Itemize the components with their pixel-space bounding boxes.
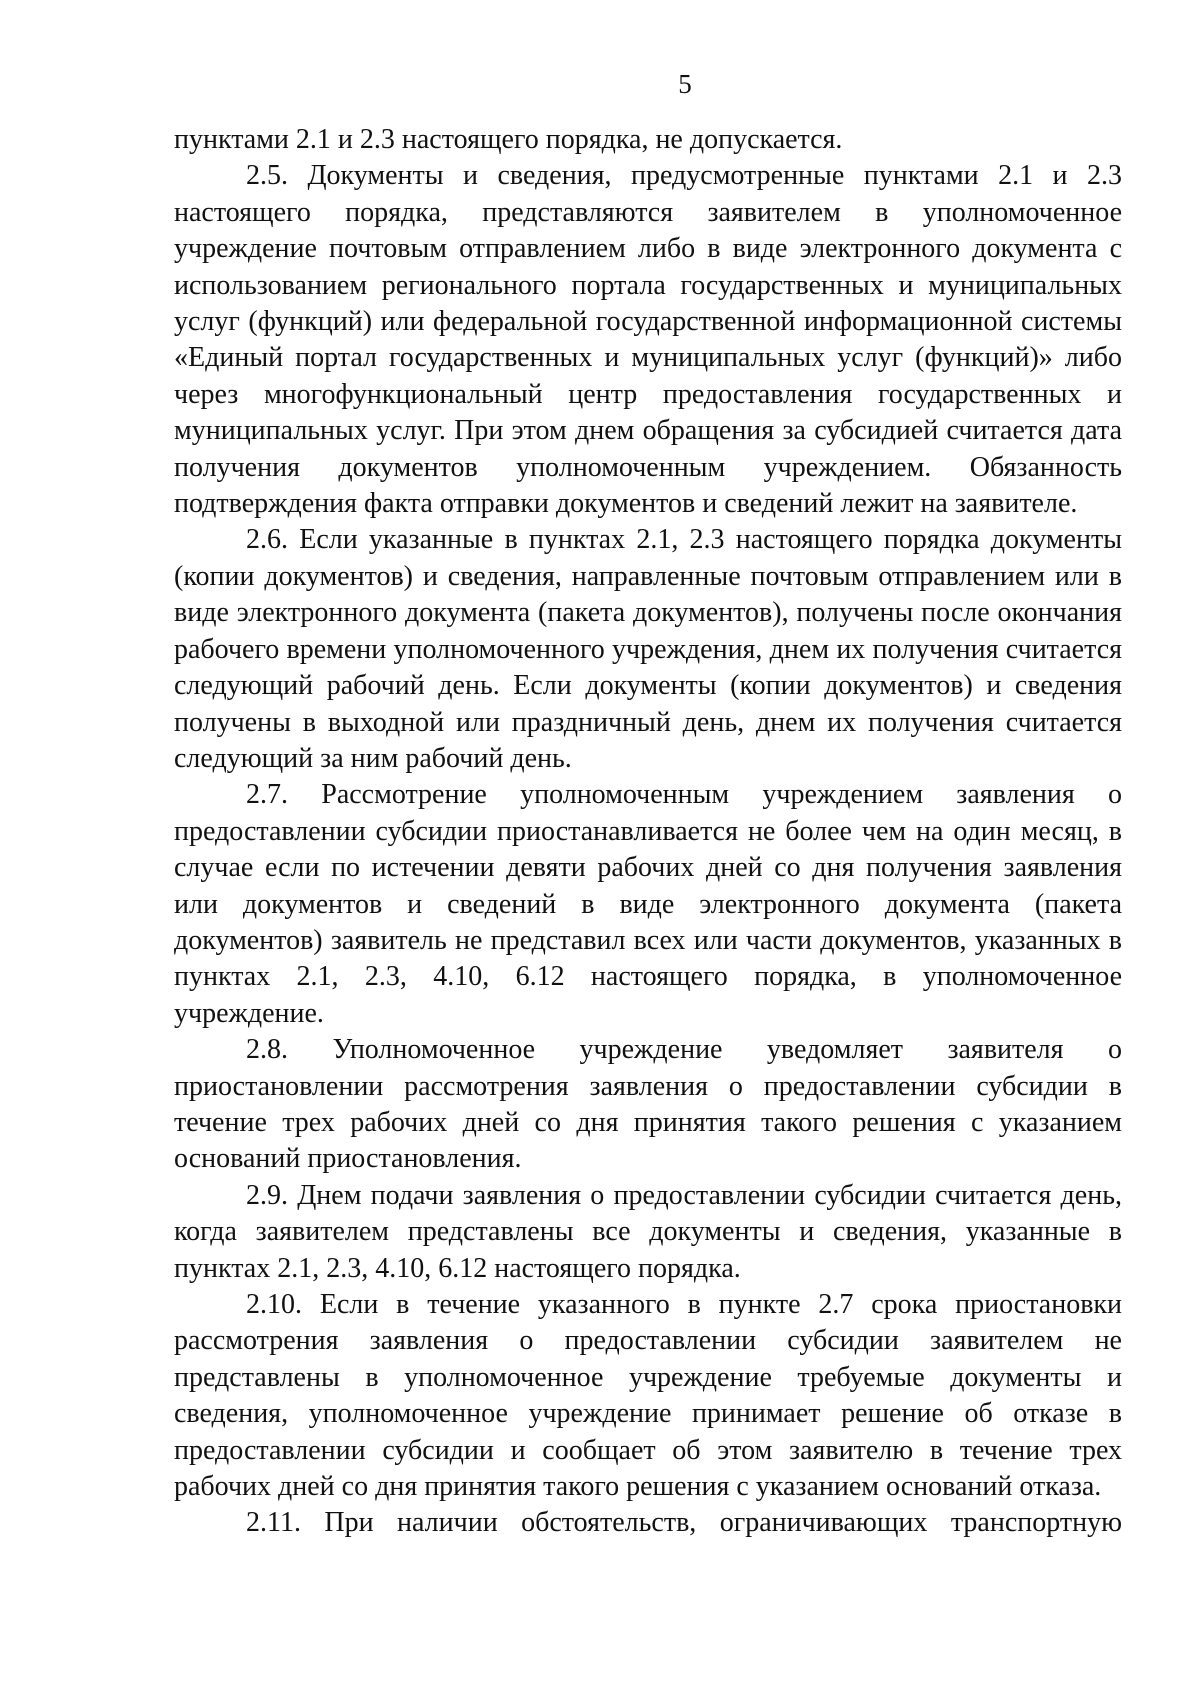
paragraph-2-7: 2.7. Рассмотрение уполномоченным учреждением заявления о предоставлении субсидии приостанавливается не более чем на один месяц, в случае если по истечении девяти рабочих дней со дня получения заявления или документов и сведений в виде электронного документа (пакета документов) заявитель не представил всех или части документов, указанных в пунктах 2.1, 2.3, 4.10, 6.12 настоящего порядка, в уполномоченное учреждение. [174, 779, 1122, 1029]
paragraph-2-10: 2.10. Если в течение указанного в пункте 2.7 срока приостановки рассмотрения заявления о предоставлении субсидии заявителем не представлены в уполномоченное учреждение требуемые документы и сведения, уполномоченное учреждение принимает решение об отказе в предоставлении субсидии и сообщает об этом заявителю в течение трех рабочих дней со дня принятия такого решения с указанием оснований отказа. [174, 1289, 1122, 1503]
paragraph-2-9: 2.9. Днем подачи заявления о предоставлении субсидии считается день, когда заявителем представлены все документы и сведения, указанные в пунктах 2.1, 2.3, 4.10, 6.12 настоящего порядка. [174, 1179, 1122, 1284]
document-body [174, 122, 1122, 1542]
page-number: 5 [678, 69, 692, 99]
paragraph-2-5: 2.5. Документы и сведения, предусмотренные пунктами 2.1 и 2.3 настоящего порядка, представляются заявителем в уполномоченное учреждение почтовым отправлением либо в виде электронного документа с использованием регионального портала государственных и муниципальных услуг (функций) или федеральной государственной информационной системы «Единый портал государственных и муниципальных услуг (функций)» либо через многофункциональный центр предоставления государственных и муниципальных услуг. При этом днем обращения за субсидией считается дата получения документов уполномоченным учреждением. Обязанность подтверждения факта отправки документов и сведений лежит на заявителе. [174, 160, 1122, 520]
paragraph-2-8: 2.8. Уполномоченное учреждение уведомляет заявителя о приостановлении рассмотрения заявления о предоставлении субсидии в течение трех рабочих дней со дня принятия такого решения с указанием оснований приостановления. [174, 1034, 1122, 1175]
paragraph-2-11: 2.11. При наличии обстоятельств, ограничивающих транспортную [246, 1507, 1122, 1539]
paragraph-2-6: 2.6. Если указанные в пунктах 2.1, 2.3 настоящего порядка документы (копии документов) и сведения, направленные почтовым отправлением или в виде электронного документа (пакета документов), получены после окончания рабочего времени уполномоченного учреждения, днем их получения считается следующий рабочий день. Если документы (копии документов) и сведения получены в выходной или праздничный день, днем их получения считается следующий за ним рабочий день. [174, 524, 1122, 774]
paragraph-continuation: пунктами 2.1 и 2.3 настоящего порядка, не допускается. [174, 124, 843, 155]
